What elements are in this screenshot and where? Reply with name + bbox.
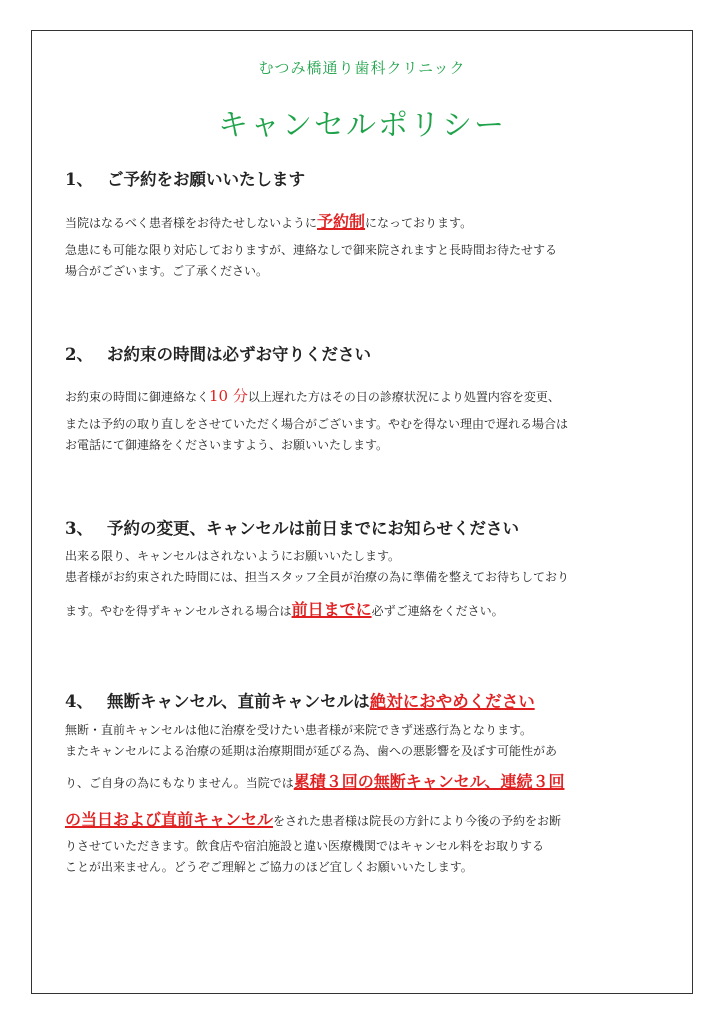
text-span: 以上遅れた方はその日の診療状況により処置内容を変更、 <box>247 390 560 404</box>
paragraph-line <box>65 383 675 409</box>
section-3-body <box>65 546 675 624</box>
highlight-reservation: 予約制 <box>317 212 366 231</box>
section-4-body <box>65 720 675 878</box>
section-4-title: 無断キャンセル、直前キャンセルは <box>107 692 370 711</box>
section-4-heading <box>65 688 675 712</box>
paragraph-line <box>65 806 675 834</box>
text-span: ます。やむを得ずキャンセルされる場合は <box>65 604 292 618</box>
section-1-title: ご予約をお願いいたします <box>107 170 305 189</box>
section-2-heading <box>65 341 675 365</box>
clinic-name: むつみ橋通り歯科クリニック <box>258 59 466 77</box>
section-2-title: お約束の時間は必ずお守りください <box>107 345 371 364</box>
section-2 <box>65 341 675 365</box>
highlight-cumulative-cancel: 累積３回の無断キャンセル、連続３回 <box>293 772 565 791</box>
paragraph-line: お電話にて御連絡をくださいますよう、お願いいたします。 <box>65 438 389 453</box>
paragraph-line: 無断・直前キャンセルは他に治療を受けたい患者様が来院できず迷惑行為となります。 <box>65 723 533 737</box>
text-span: 必ずご連絡をください。 <box>371 604 504 618</box>
section-4-number: 4、 <box>65 692 93 711</box>
paragraph-line <box>65 596 675 624</box>
section-3-title: 予約の変更、キャンセルは前日までにお知らせください <box>107 519 520 538</box>
text-span: 当院はなるべく患者様をお待たせしないように <box>65 216 318 230</box>
section-1-body <box>65 208 675 282</box>
section-1-heading <box>65 166 675 190</box>
section-3-number: 3、 <box>65 519 93 538</box>
section-2-body <box>65 383 675 456</box>
page-title: キャンセルポリシー <box>218 108 506 143</box>
highlight-absolutely-stop: 絶対におやめください <box>369 692 535 711</box>
paragraph-line: 場合がございます。ご了承ください。 <box>65 264 269 278</box>
paragraph-line <box>65 768 675 796</box>
section-4 <box>65 688 675 712</box>
paragraph-line: またキャンセルによる治療の延期は治療期間が延びる為、歯への悪影響を及ぼす可能性があ <box>65 744 558 758</box>
section-2-number: 2、 <box>65 345 93 364</box>
highlight-10-minutes: 10 分 <box>209 387 248 405</box>
paragraph-line: 出来る限り、キャンセルはされないようにお願いいたします。 <box>65 549 401 563</box>
text-span: をされた患者様は院長の方針により今後の予約をお断 <box>273 814 562 828</box>
text-span: り、ご自身の為にもなりません。当院では <box>65 776 294 790</box>
paragraph-line <box>65 208 675 236</box>
highlight-same-day-cancel: の当日および直前キャンセル <box>65 810 274 829</box>
section-3 <box>65 515 675 539</box>
text-span: お約束の時間に御連絡なく <box>65 390 210 404</box>
highlight-day-before: 前日までに <box>291 600 372 619</box>
section-3-heading <box>65 515 675 539</box>
paragraph-line: 患者様がお約束された時間には、担当スタッフ全員が治療の為に準備を整えてお待ちしており <box>65 570 570 584</box>
section-1-number: 1、 <box>65 170 93 189</box>
paragraph-line: 急患にも可能な限り対応しておりますが、連絡なしで御来院されますと長時間お待たせする <box>65 243 558 257</box>
text-span: になっております。 <box>365 216 473 230</box>
paragraph-line: りさせていただきます。飲食店や宿泊施設と違い医療機関ではキャンセル料をお取りする <box>65 839 545 853</box>
section-1 <box>65 166 675 190</box>
paragraph-line: または予約の取り直しをさせていただく場合がございます。やむを得ない理由で遅れる場合は <box>65 417 569 432</box>
paragraph-line: ことが出来ません。どうぞご理解とご協力のほど宜しくお願いいたします。 <box>65 860 473 874</box>
